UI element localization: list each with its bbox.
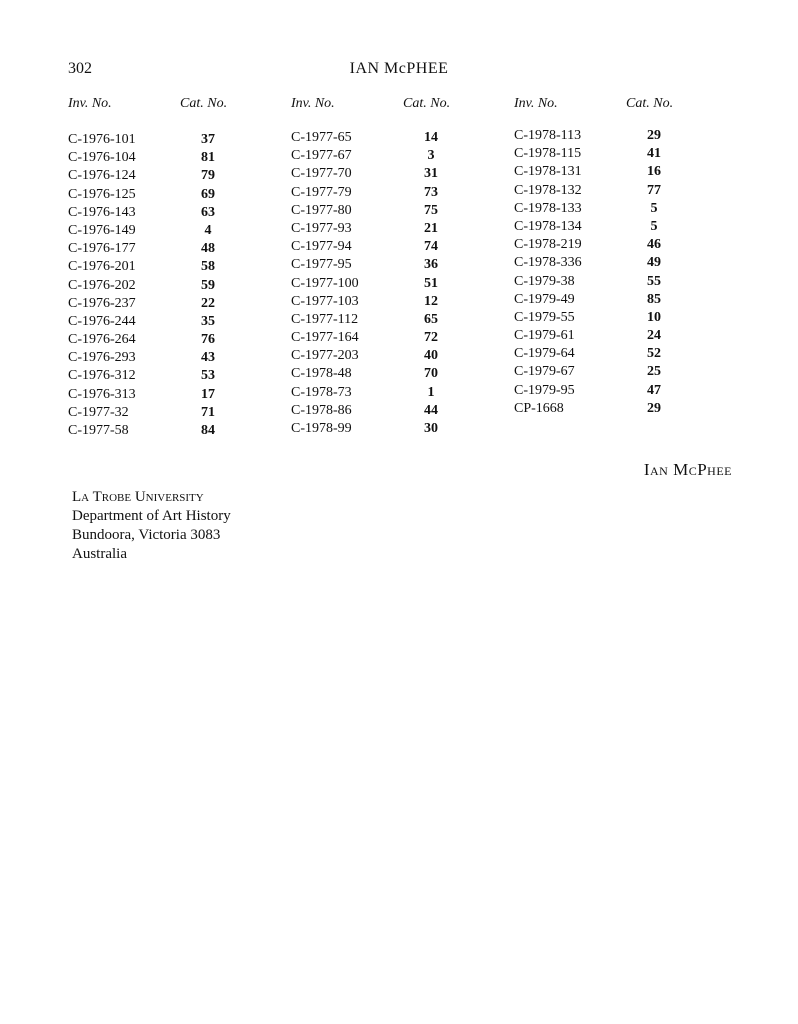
- catalogue-number: 1: [427, 384, 435, 400]
- inventory-number: C-1979-95: [514, 382, 575, 398]
- table-row: [514, 346, 714, 364]
- index-column-1: [68, 96, 268, 438]
- table-row: [514, 183, 714, 201]
- cat-no-header: Cat. No.: [180, 96, 228, 111]
- address-institution: La Trobe University: [72, 489, 204, 505]
- inventory-number: C-1976-125: [68, 186, 136, 202]
- index-rows: [68, 132, 268, 441]
- catalogue-number: 48: [201, 241, 215, 257]
- table-row: [291, 421, 491, 439]
- inventory-number: C-1976-244: [68, 313, 136, 329]
- catalogue-number: 35: [201, 313, 215, 329]
- table-row: [68, 187, 268, 205]
- inventory-number: C-1976-264: [68, 332, 136, 348]
- table-row: [291, 148, 491, 166]
- inventory-number: C-1978-115: [514, 146, 582, 162]
- catalogue-number: 72: [424, 330, 438, 346]
- catalogue-number: 21: [424, 220, 438, 236]
- table-row: [291, 403, 491, 421]
- catalogue-number: 29: [647, 400, 661, 416]
- catalogue-number: 49: [647, 255, 661, 271]
- inventory-number: C-1977-80: [291, 202, 352, 218]
- catalogue-number: 58: [201, 259, 215, 275]
- table-row: [514, 310, 714, 328]
- index-rows: [514, 128, 714, 419]
- inventory-number: C-1977-103: [291, 293, 359, 309]
- table-row: [291, 203, 491, 221]
- inventory-number: C-1977-112: [291, 311, 359, 327]
- inventory-number: C-1978-131: [514, 164, 582, 180]
- table-row: [291, 185, 491, 203]
- catalogue-number: 16: [647, 164, 661, 180]
- index-column-2: [291, 96, 491, 436]
- column-header: [514, 96, 714, 116]
- inventory-number: C-1978-113: [514, 128, 582, 143]
- catalogue-number: 85: [647, 291, 661, 307]
- table-row: [514, 128, 714, 146]
- catalogue-number: 17: [201, 386, 215, 402]
- inventory-number: C-1977-70: [291, 166, 352, 182]
- catalogue-number: 5: [650, 200, 658, 216]
- inventory-number: C-1979-55: [514, 309, 575, 325]
- inventory-number: C-1977-65: [291, 130, 352, 145]
- table-row: [68, 314, 268, 332]
- running-head: IAN McPHEE: [349, 60, 449, 77]
- inventory-number: C-1978-336: [514, 255, 582, 271]
- table-row: [68, 405, 268, 423]
- address-country: Australia: [72, 546, 127, 562]
- table-row: [291, 166, 491, 184]
- inventory-number: CP-1668: [514, 400, 564, 416]
- catalogue-number: 10: [647, 309, 661, 325]
- table-row: [291, 366, 491, 384]
- table-row: [68, 278, 268, 296]
- cat-no-header: Cat. No.: [403, 96, 451, 111]
- table-row: [68, 423, 268, 441]
- inventory-number: C-1977-58: [68, 423, 129, 438]
- inventory-number: C-1976-143: [68, 204, 136, 220]
- table-row: [514, 292, 714, 310]
- author-address: [72, 488, 231, 564]
- author-signature: Ian McPhee: [643, 460, 732, 479]
- catalogue-number: 76: [201, 332, 215, 348]
- inventory-number: C-1977-79: [291, 184, 352, 200]
- catalogue-number: 24: [647, 328, 661, 344]
- table-row: [68, 387, 268, 405]
- inventory-number: C-1977-95: [291, 257, 352, 273]
- table-row: [291, 130, 491, 148]
- table-row: [514, 383, 714, 401]
- inv-no-header: Inv. No.: [291, 96, 335, 111]
- catalogue-number: 37: [201, 132, 215, 147]
- inventory-number: C-1976-149: [68, 222, 136, 238]
- table-row: [291, 257, 491, 275]
- index-rows: [291, 130, 491, 439]
- inventory-number: C-1976-124: [68, 168, 136, 184]
- inventory-number: C-1979-38: [514, 273, 575, 289]
- table-row: [68, 168, 268, 186]
- inventory-number: C-1976-104: [68, 150, 136, 166]
- table-row: [68, 132, 268, 150]
- inventory-number: C-1977-100: [291, 275, 359, 291]
- catalogue-number: 53: [201, 368, 215, 384]
- catalogue-number: 5: [650, 218, 658, 234]
- catalogue-number: 81: [201, 150, 215, 166]
- table-row: [291, 330, 491, 348]
- address-department: Department of Art History: [72, 508, 231, 524]
- inventory-number: C-1976-312: [68, 368, 136, 384]
- table-row: [514, 201, 714, 219]
- inventory-number: C-1977-164: [291, 330, 359, 346]
- inventory-number: C-1978-132: [514, 182, 582, 198]
- table-row: [291, 239, 491, 257]
- table-row: [514, 274, 714, 292]
- table-row: [514, 164, 714, 182]
- inventory-number: C-1976-202: [68, 277, 136, 293]
- inventory-number: C-1978-219: [514, 237, 582, 253]
- catalogue-number: 41: [647, 146, 661, 162]
- catalogue-number: 74: [424, 239, 438, 255]
- catalogue-number: 14: [424, 130, 438, 145]
- column-header: [68, 96, 268, 116]
- table-row: [514, 255, 714, 273]
- catalogue-number: 31: [424, 166, 438, 182]
- table-row: [514, 364, 714, 382]
- table-row: [514, 219, 714, 237]
- catalogue-number: 47: [647, 382, 661, 398]
- table-row: [68, 259, 268, 277]
- catalogue-number: 84: [201, 423, 215, 438]
- index-column-3: [514, 96, 714, 416]
- inventory-number: C-1976-177: [68, 241, 136, 257]
- catalogue-number: 30: [424, 421, 438, 436]
- inventory-number: C-1976-101: [68, 132, 136, 147]
- catalogue-number: 52: [647, 346, 661, 362]
- address-city: Bundoora, Victoria 3083: [72, 527, 221, 543]
- inv-no-header: Inv. No.: [68, 96, 112, 111]
- catalogue-number: 12: [424, 293, 438, 309]
- catalogue-number: 22: [201, 295, 215, 311]
- catalogue-number: 4: [204, 222, 212, 238]
- inventory-number: C-1977-67: [291, 148, 352, 164]
- inventory-number: C-1977-94: [291, 239, 352, 255]
- catalogue-number: 36: [424, 257, 438, 273]
- table-row: [68, 332, 268, 350]
- inventory-number: C-1976-237: [68, 295, 136, 311]
- column-header: [291, 96, 491, 116]
- table-row: [68, 150, 268, 168]
- inventory-number: C-1978-99: [291, 421, 352, 436]
- inventory-number: C-1978-86: [291, 402, 352, 418]
- table-row: [514, 328, 714, 346]
- catalogue-number: 65: [424, 311, 438, 327]
- inventory-number: C-1979-64: [514, 346, 575, 362]
- cat-no-header: Cat. No.: [626, 96, 674, 111]
- catalogue-number: 55: [647, 273, 661, 289]
- table-row: [68, 368, 268, 386]
- inventory-number: C-1979-49: [514, 291, 575, 307]
- catalogue-number: 29: [647, 128, 661, 143]
- inventory-number: C-1976-201: [68, 259, 136, 275]
- table-row: [291, 294, 491, 312]
- catalogue-number: 77: [647, 182, 661, 198]
- table-row: [291, 348, 491, 366]
- table-row: [68, 223, 268, 241]
- page-number: 302: [68, 60, 92, 77]
- table-row: [68, 350, 268, 368]
- catalogue-number: 46: [647, 237, 661, 253]
- catalogue-number: 75: [424, 202, 438, 218]
- inventory-number: C-1977-203: [291, 348, 359, 364]
- catalogue-number: 51: [424, 275, 438, 291]
- table-row: [68, 205, 268, 223]
- table-row: [68, 296, 268, 314]
- catalogue-number: 79: [201, 168, 215, 184]
- inventory-number: C-1976-293: [68, 350, 136, 366]
- table-row: [291, 385, 491, 403]
- table-row: [291, 312, 491, 330]
- table-row: [514, 237, 714, 255]
- table-row: [291, 276, 491, 294]
- table-row: [514, 146, 714, 164]
- inventory-number: C-1978-48: [291, 366, 352, 382]
- inventory-number: C-1978-73: [291, 384, 352, 400]
- catalogue-number: 40: [424, 348, 438, 364]
- inventory-number: C-1977-93: [291, 220, 352, 236]
- catalogue-number: 25: [647, 364, 661, 380]
- catalogue-number: 43: [201, 350, 215, 366]
- catalogue-number: 73: [424, 184, 438, 200]
- table-row: [291, 221, 491, 239]
- table-row: [514, 401, 714, 419]
- catalogue-number: 63: [201, 204, 215, 220]
- catalogue-number: 44: [424, 402, 438, 418]
- inventory-number: C-1979-67: [514, 364, 575, 380]
- table-row: [68, 241, 268, 259]
- catalogue-number: 69: [201, 186, 215, 202]
- inventory-number: C-1979-61: [514, 328, 575, 344]
- catalogue-number: 71: [201, 404, 215, 420]
- inventory-number: C-1977-32: [68, 404, 129, 420]
- catalogue-number: 59: [201, 277, 215, 293]
- inventory-number: C-1978-134: [514, 218, 582, 234]
- catalogue-number: 3: [427, 148, 435, 164]
- inv-no-header: Inv. No.: [514, 96, 558, 111]
- inventory-number: C-1976-313: [68, 386, 136, 402]
- inventory-number: C-1978-133: [514, 200, 582, 216]
- catalogue-number: 70: [424, 366, 438, 382]
